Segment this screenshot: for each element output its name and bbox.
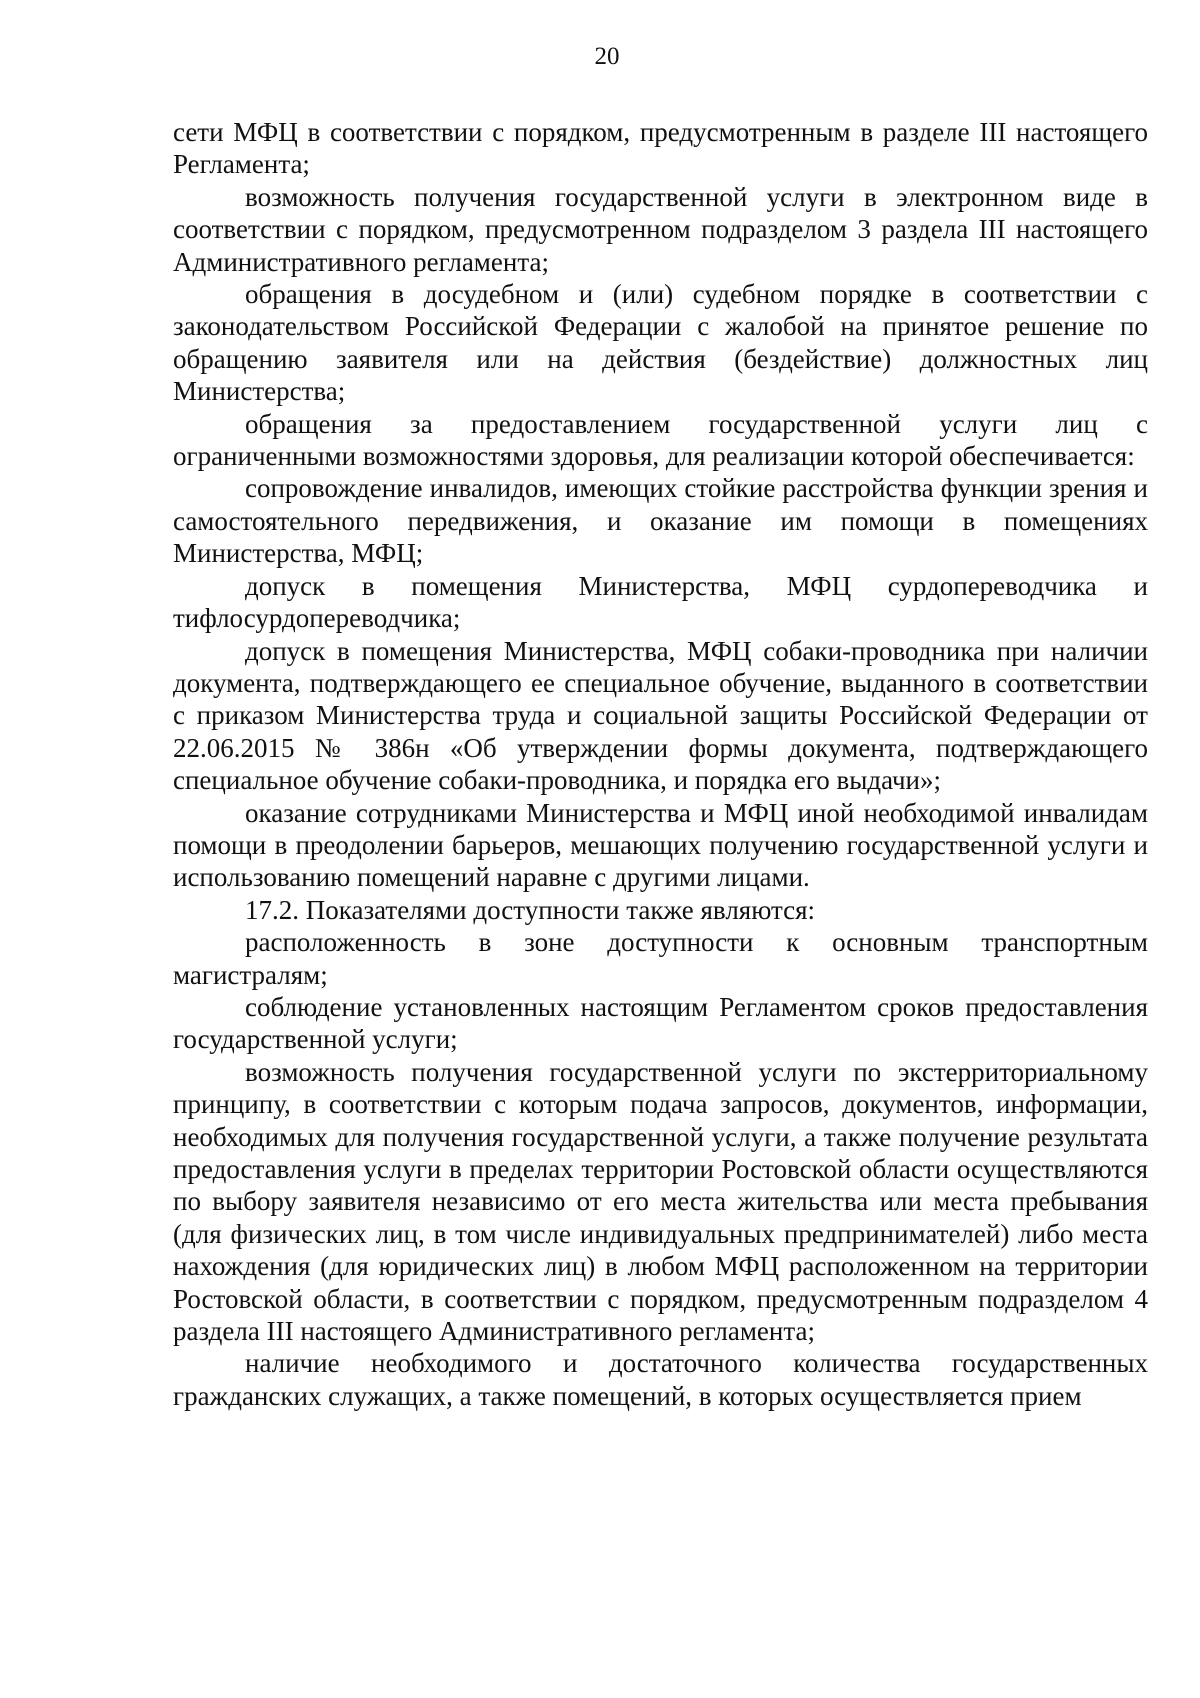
section-heading-paragraph: 17.2. Показателями доступности также являются:: [245, 894, 816, 925]
paragraph: расположенность в зоне доступности к основным транспортным магистралям;: [173, 927, 1148, 990]
paragraph: обращения в досудебном и (или) судебном порядке в соответствии с законодательством Российской Федерации с жалобой на принятое решение по обращению заявителя или на действия (бездействие) должностных лиц Министерства;: [173, 279, 1148, 407]
paragraph: соблюдение установленных настоящим Регламентом сроков предоставления государственной услуги;: [173, 991, 1148, 1055]
paragraph: возможность получения государственной услуги по экстерриториальному принципу, в соответствии с которым подача запросов, документов, информации, необходимых для получения государственной услуги, а также получение результата предоставления услуги в пределах территории Ростовской области осуществляются по выбору заявителя независимо от его места жительства или места пребывания (для физических лиц, в том числе индивидуальных предпринимателей) либо места нахождения (для юридических лиц) в любом МФЦ расположенном на территории Ростовской области, в соответствии с порядком, предусмотренным подразделом 4 раздела III настоящего Административного регламента;: [173, 1056, 1148, 1347]
paragraph: наличие необходимого и достаточного количества государственных гражданских служащих, а также помещений, в которых осуществляется прием: [173, 1348, 1148, 1411]
paragraph: сети МФЦ в соответствии с порядком, предусмотренным в разделе III настоящего Регламента;: [173, 117, 1148, 180]
paragraph: допуск в помещения Министерства, МФЦ собаки-проводника при наличии документа, подтверждающего ее специальное обучение, выданного в соответствии с приказом Министерства труда и социальной защиты Российской Федерации от 22.06.2015 № 386н «Об утверждении формы документа, подтверждающего специальное обучение собаки-проводника, и порядка его выдачи»;: [173, 635, 1148, 796]
document-body: [173, 116, 1148, 1412]
paragraph: сопровождение инвалидов, имеющих стойкие расстройства функции зрения и самостоятельного передвижения, и оказание им помощи в помещениях Министерства, МФЦ;: [173, 473, 1148, 569]
paragraph: допуск в помещения Министерства, МФЦ сурдопереводчика и тифлосурдопереводчика;: [173, 570, 1148, 634]
paragraph: обращения за предоставлением государственной услуги лиц с ограниченными возможностями здоровья, для реализации которой обеспечивается:: [173, 408, 1148, 472]
paragraph: возможность получения государственной услуги в электронном виде в соответствии с порядком, предусмотренном подразделом 3 раздела III настоящего Административного регламента;: [173, 181, 1148, 277]
paragraph: оказание сотрудниками Министерства и МФЦ иной необходимой инвалидам помощи в преодолении барьеров, мешающих получению государственной услуги и использованию помещений наравне с другими лицами.: [173, 797, 1148, 893]
page-number: 20: [594, 43, 620, 70]
